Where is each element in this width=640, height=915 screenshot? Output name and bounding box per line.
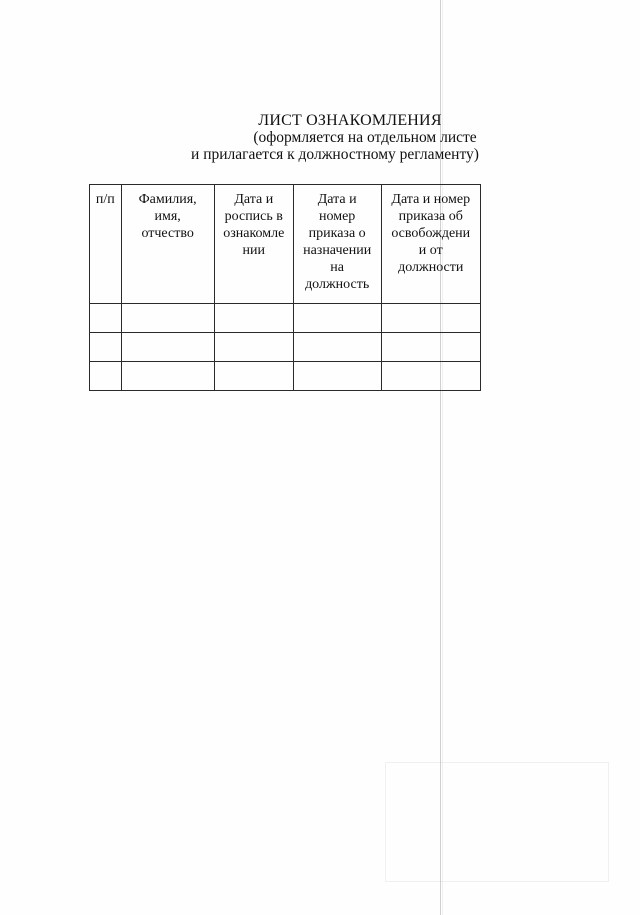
table-cell <box>293 362 381 391</box>
faded-stamp-area <box>385 762 609 882</box>
header-label: Дата и номер приказа о назначении на должность <box>303 192 372 292</box>
table-row <box>90 333 481 362</box>
header-label: Дата и номер приказа об освобождени и от должности <box>391 192 471 275</box>
table-cell <box>381 362 481 391</box>
table-cell <box>293 304 381 333</box>
table-header-row <box>90 185 481 304</box>
table-cell <box>381 333 481 362</box>
table-row <box>90 304 481 333</box>
document-title: ЛИСТ ОЗНАКОМЛЕНИЯ <box>258 112 442 129</box>
table-cell <box>90 333 122 362</box>
header-cell-appointment-order <box>293 185 381 304</box>
table-cell <box>121 304 214 333</box>
header-label: п/п <box>95 192 115 207</box>
table-cell <box>381 304 481 333</box>
header-cell-full-name <box>121 185 214 304</box>
header-cell-ack-date-signature <box>214 185 293 304</box>
header-cell-dismissal-order <box>381 185 481 304</box>
table-cell <box>214 362 293 391</box>
document-subtitle-line1: (оформляется на отдельном листе <box>253 129 477 146</box>
header-label: Дата и роспись в ознакомле нии <box>223 192 285 258</box>
table-cell <box>121 333 214 362</box>
table-cell <box>90 362 122 391</box>
table-cell <box>214 304 293 333</box>
document-subtitle-line2: и прилагается к должностному регламенту) <box>191 146 479 163</box>
acknowledgement-table <box>89 184 481 391</box>
table-row <box>90 362 481 391</box>
table-cell <box>121 362 214 391</box>
table-cell <box>214 333 293 362</box>
header-cell-number <box>90 185 122 304</box>
header-label: Фамилия, имя, отчество <box>138 192 197 241</box>
table-cell <box>293 333 381 362</box>
table-cell <box>90 304 122 333</box>
